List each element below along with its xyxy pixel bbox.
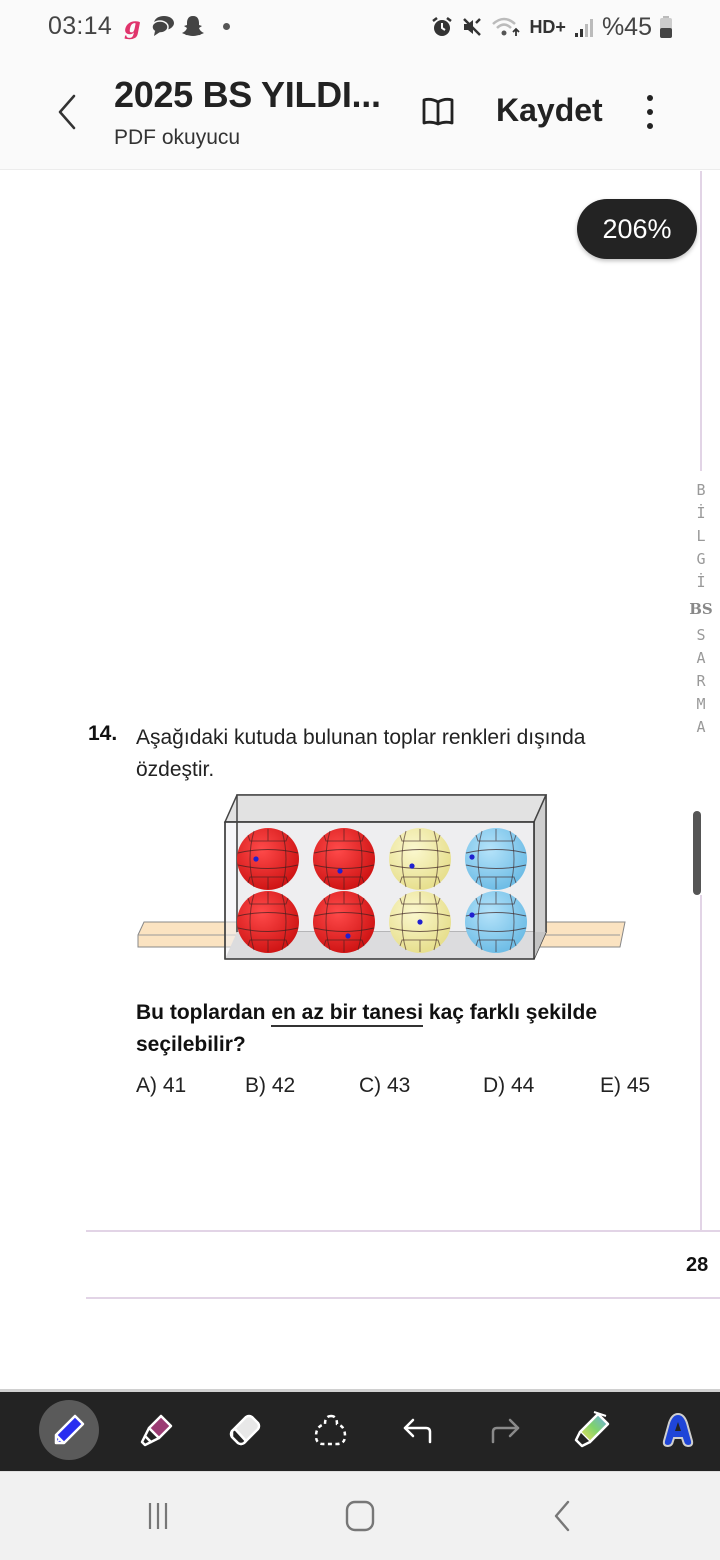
redo-button[interactable] [475,1400,535,1460]
alarm-icon [431,16,453,38]
brand-letter: İ [696,573,706,591]
more-options-icon[interactable] [640,92,660,132]
snapchat-ghost-icon [181,14,205,38]
status-bar [0,0,720,56]
side-brand-text [689,479,713,739]
notification-icons [124,11,230,40]
save-button[interactable]: Kaydet [496,92,603,128]
system-navigation-bar [0,1471,720,1560]
redo-icon [487,1412,523,1448]
brand-logo: BS [689,600,713,618]
ball-red [313,891,375,953]
undo-button[interactable] [388,1400,448,1460]
question-number: 14. [88,722,118,745]
notification-dot-icon [223,23,230,30]
brand-letter: M [696,695,706,713]
annotation-toolbar [0,1389,720,1471]
choice-d: D) 44 [483,1074,535,1097]
choice-a: A) 41 [136,1074,187,1097]
pen-settings-icon [572,1410,612,1450]
highlighter-tool-button[interactable] [127,1400,187,1460]
reading-mode-book-icon[interactable] [420,96,456,128]
recent-apps-icon [143,1501,173,1531]
prompt-start: Bu toplardan [136,1001,272,1024]
page-footer-bottom-line [86,1297,720,1299]
ball-red [237,828,299,890]
home-icon [344,1500,376,1532]
battery-percent: %45 [601,12,652,41]
page-number: 28 [686,1254,709,1276]
home-button[interactable] [338,1494,382,1538]
app-header [0,56,720,170]
undo-icon [400,1412,436,1448]
brand-letter: R [696,672,706,690]
brand-letter: S [696,626,706,644]
ball-red [237,891,299,953]
document-title: 2025 BS YILDI... [114,74,381,115]
brand-letter: L [696,527,706,545]
page-right-border [700,895,702,1230]
brand-letter: B [696,481,706,499]
system-icons [431,12,672,42]
scrollbar-thumb[interactable] [693,811,701,895]
page-footer-top-line [86,1230,720,1232]
zoom-level-badge: 206% [577,199,697,259]
text-style-button[interactable] [648,1400,708,1460]
brand-letter: A [696,649,706,667]
document-subtitle: PDF okuyucu [114,126,241,149]
question-text: Aşağıdaki kutuda bulunan toplar renkleri dışında özdeştir. [136,726,586,781]
prompt-end: kaç farklı şekilde seçilebilir? [136,1001,598,1056]
recent-apps-button[interactable] [136,1494,180,1538]
hd-voice-icon [529,17,566,38]
pen-settings-button[interactable] [562,1400,622,1460]
answer-choices [136,1074,656,1104]
box-top [225,795,546,822]
status-time: 03:14 [48,12,113,40]
pdf-page-view[interactable] [0,171,720,1389]
chat-bubbles-icon [151,15,175,37]
question-prompt [136,997,656,1061]
pen-icon [51,1412,87,1448]
lasso-select-icon [311,1412,351,1448]
eraser-tool-button[interactable] [214,1400,274,1460]
brand-letter: İ [696,504,706,522]
nav-back-button[interactable] [540,1494,584,1538]
highlighter-icon [139,1412,175,1448]
pen-tool-button[interactable] [39,1400,99,1460]
brand-letter: G [696,550,706,568]
signal-icon [574,16,594,38]
back-arrow-icon[interactable] [50,90,84,134]
ball-red [313,828,375,890]
wifi-icon [491,16,521,38]
ball-yellow [389,891,451,953]
prompt-underlined: en az bir tanesi [271,1001,423,1027]
text-style-icon [660,1411,696,1449]
g-app-icon: g [124,11,141,40]
lasso-select-button[interactable] [301,1400,361,1460]
page-right-border [700,171,702,471]
choice-c: C) 43 [359,1074,411,1097]
battery-icon [660,16,672,38]
ball-blue [465,828,527,890]
choice-b: B) 42 [245,1074,296,1097]
nav-back-icon [547,1499,577,1533]
hd-voice-label: HD+ [529,16,566,37]
ball-box-figure [130,785,630,975]
mute-icon [461,16,483,38]
ball-blue [465,891,527,953]
eraser-icon [226,1412,262,1448]
ball-yellow [389,828,451,890]
brand-letter: A [696,718,706,736]
choice-e: E) 45 [600,1074,651,1097]
